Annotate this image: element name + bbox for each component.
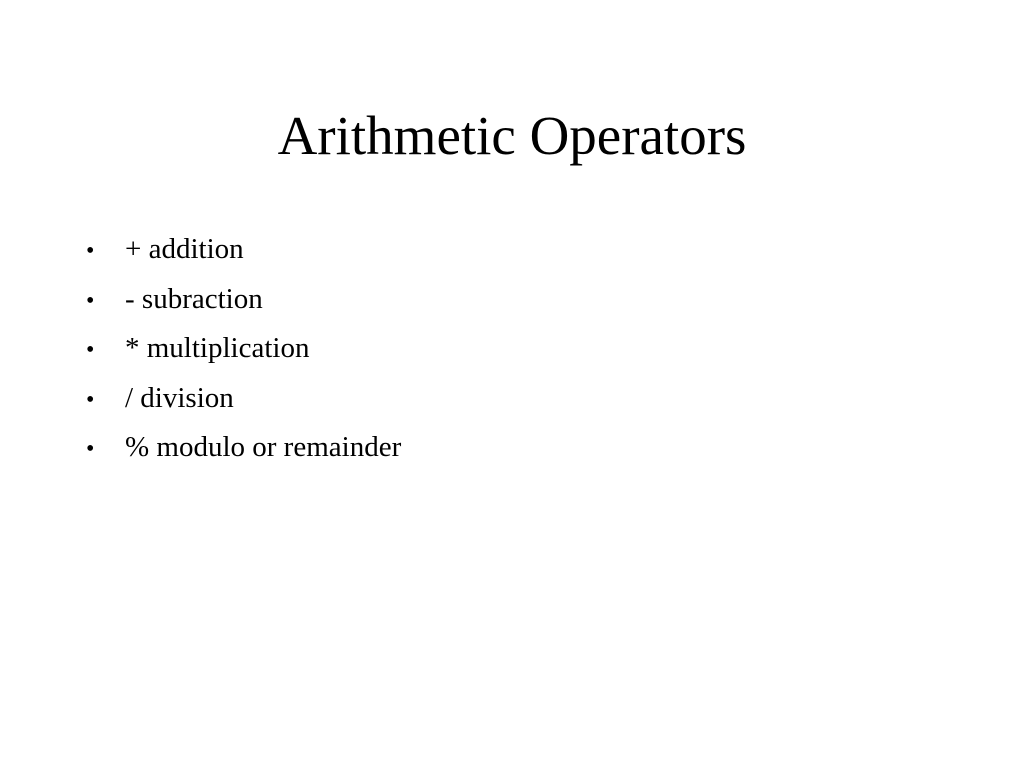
bullet-icon: • [86,436,95,462]
list-item [86,324,401,374]
list-item-text: - subraction [125,282,263,315]
bullet-icon: • [86,386,95,413]
list-item-text: + addition [125,233,244,265]
list-item [86,225,401,275]
list-item [86,374,401,424]
list-item [86,275,401,325]
slide-title: Arithmetic Operators [277,105,747,166]
bullet-list [86,225,401,473]
bullet-icon: • [86,238,95,264]
list-item-text: % modulo or remainder [125,431,402,463]
bullet-icon: • [86,337,95,363]
bullet-icon: • [86,287,95,314]
list-item-text: * multiplication [125,332,310,364]
list-item-text: / division [125,381,234,414]
list-item [86,423,401,473]
